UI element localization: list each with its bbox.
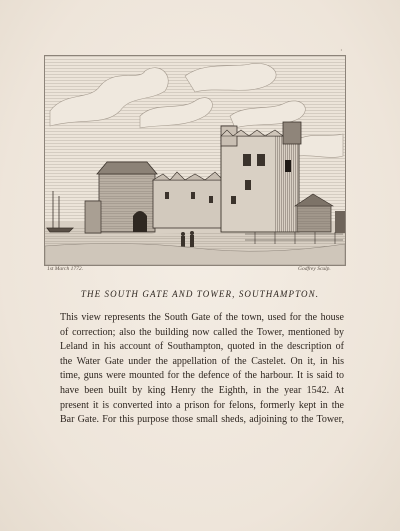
body-line: have been built by king Henry the Eighth, in the year 1542. At — [60, 384, 344, 396]
engraving-plate — [44, 55, 346, 266]
engraving-illustration — [45, 56, 345, 265]
body-line: time, guns were mounted for the defence of the harbour. It is said to — [60, 370, 344, 382]
engraver-credit: Godfrey Sculp. — [298, 266, 331, 272]
main-tower — [221, 122, 301, 232]
plate-corner-mark: · — [340, 46, 343, 55]
curtain-wall — [153, 172, 223, 228]
body-line: present it is converted into a prison for felons, formerly kept in the — [60, 399, 344, 411]
body-line: the Water Gate under the appellation of the Castelet. On it, in his — [60, 355, 344, 367]
engraving-date-credit: 1st March 1772. — [47, 266, 84, 272]
body-line: of correction; also the building now called the Tower, mentioned by — [60, 326, 344, 338]
plate-caption: THE SOUTH GATE AND TOWER, SOUTHAMPTON. — [80, 289, 320, 299]
body-line: Bar Gate. For this purpose those small sheds, adjoining to the Tower, — [60, 414, 344, 426]
body-paragraph — [60, 311, 344, 428]
body-line: Leland in his account of Southampton, quoted in the description of — [60, 341, 344, 353]
body-line: This view represents the South Gate of the town, used for the house — [60, 312, 344, 323]
